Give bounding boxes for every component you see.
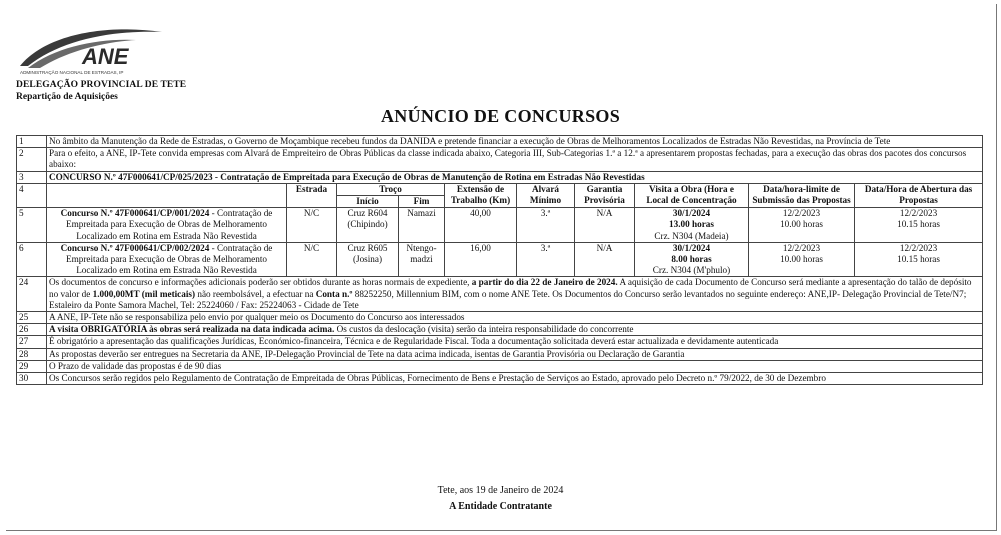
table-row: [17, 312, 983, 324]
row-text: As propostas deverão ser entregues na Secretaria da ANE, IP-Delegação Provincial de Tete na data acima indicada, isentas de Garantia Provisória ou Declaração de Garantia: [47, 348, 983, 360]
row-number: 6: [17, 242, 47, 277]
cell-estrada: N/C: [287, 208, 337, 243]
col-troco: Troço: [337, 183, 445, 195]
abertura-hour: 10.15 horas: [897, 219, 940, 230]
row-number: 28: [17, 348, 47, 360]
contest-name: Concurso N.º 47F000641/CP/002/2024: [60, 242, 210, 253]
abertura-date: 12/2/2023: [899, 208, 938, 219]
text-fragment-bold: A visita OBRIGATÓRIA às obras será realizada na data indicada acima.: [49, 324, 335, 335]
contest-row: [17, 208, 983, 243]
row-text: No âmbito da Manutenção da Rede de Estradas, o Governo de Moçambique recebeu fundos da DANIDA e pretende financiar a execução de Obras de Melhoramentos Localizados de Estradas Não Revestidas, na Província de Tete: [47, 136, 983, 148]
col-abertura: Data/Hora de Abertura das Propostas: [855, 183, 983, 207]
cell-estrada: N/C: [287, 242, 337, 277]
row-text: Os Concursos serão regidos pelo Regulamento de Contratação de Empreitada de Obras Públicas, Fornecimento de Bens e Prestação de Serviços ao Estado, aprovado pelo Decreto n.º 79/2022, de 30 de Dezembro: [47, 373, 983, 385]
visita-place: Crz. N304 (Madeia): [654, 230, 729, 241]
contest-desc: - Contratação de Empreitada para Execução de Obras de Melhoramento Localizado em Rotina em Estrada Não Revestida: [65, 242, 273, 276]
cell-limite: [749, 242, 855, 277]
row-text: É obrigatório a apresentação das qualificações Jurídicas, Económico-financeira, Técnica e de Regularidade Fiscal. Toda a documentação solicitada deverá estar actualizada e devidamente autenticada: [47, 336, 983, 348]
cell-garantia: N/A: [575, 242, 635, 277]
footer-date: Tete, aos 19 de Janeiro de 2024: [437, 485, 564, 496]
row-number: 1: [17, 136, 47, 148]
text-fragment-bold: Conta n.º: [315, 288, 353, 299]
cell-fim: Ntengo-madzi: [399, 242, 445, 277]
text-fragment: não reembolsável, a efectuar na: [195, 288, 316, 299]
cell-inicio: Cruz R604 (Chipindo): [337, 208, 399, 243]
text-fragment-bold: 1.000,00MT (mil meticais): [92, 288, 196, 299]
table-row: [17, 136, 983, 148]
row-number: 30: [17, 373, 47, 385]
text-fragment-bold: a partir do dia 22 de Janeiro de 2024.: [471, 277, 618, 288]
text-fragment: A aquisição de cada Documento de Concurso será mediante a apresentação do talão de depósito no valor de: [49, 277, 972, 299]
cell-extensao: 40,00: [445, 208, 517, 243]
abertura-hour: 10.15 horas: [897, 254, 940, 265]
cell-garantia: N/A: [575, 208, 635, 243]
col-garantia: Garantia Provisória: [575, 183, 635, 207]
cell-visita: [635, 208, 749, 243]
row-number: 24: [17, 277, 47, 312]
limite-hour: 10.00 horas: [780, 219, 823, 230]
page-title: ANÚNCIO DE CONCURSOS: [380, 106, 621, 126]
row-text: A ANE, IP-Tete não se responsabiliza pelo envio por qualquer meio os Documento do Concurso aos interessados: [47, 312, 983, 324]
contest-desc: - Contratação de Empreitada para Execução de Obras de Melhoramento Localizado em Rotina em Estrada Não Revestida: [65, 208, 273, 241]
col-limite: Data/hora-limite de Submissão das Propostas: [749, 183, 855, 207]
table-row: [17, 324, 983, 336]
col-fim: Fim: [399, 196, 445, 208]
col-extensao: Extensão de Trabalho (Km): [445, 183, 517, 207]
text-fragment: Os documentos de concurso e informações adicionais poderão ser obtidos durante as horas normais de expediente,: [49, 277, 472, 288]
limite-date: 12/2/2023: [782, 242, 821, 253]
text-fragment: 88252250, Millennium BIM, com o nome ANE Tete. Os Documentos do Concurso serão levantados no seguinte endereço: ANE,IP- Delegação Provincial de Tete/N7; Estaleiro da Ponte Samora Machel, Tel: 25224060 / Fax: 25224063 - Cidade de Tete: [49, 288, 967, 310]
col-inicio: Início: [337, 196, 399, 208]
table-row: [17, 348, 983, 360]
contest-description: [47, 242, 287, 277]
row-text: Para o efeito, a ANE, IP-Tete convida empresas com Alvará de Empreiteiro de Obras Públicas da classe indicada abaixo, Categoria III, Sub-Categorias 1.ª a 12.ª a apresentarem propostas fechadas, para a execução das obras dos pacotes dos concursos abaixo:: [47, 148, 983, 171]
row-number: 5: [17, 208, 47, 243]
table-row: [17, 336, 983, 348]
row-text: O Prazo de validade das propostas é de 90 dias: [47, 360, 983, 372]
text-fragment: Os custos da deslocação (visita) serão da inteira responsabilidade do concorrente: [334, 324, 634, 335]
table-row: [17, 171, 983, 183]
cell-alvara: 3.ª: [517, 242, 575, 277]
row-number: 4: [17, 183, 47, 207]
contest-row: [17, 242, 983, 277]
footer-entity: A Entidade Contratante: [449, 501, 552, 512]
cell-abertura: [855, 208, 983, 243]
row-text: [47, 277, 983, 312]
row-number: 25: [17, 312, 47, 324]
visita-hour: 8.00 horas: [671, 254, 712, 265]
cell-alvara: 3.ª: [517, 208, 575, 243]
limite-date: 12/2/2023: [782, 208, 821, 219]
department-name: Repartição de Aquisições: [16, 92, 118, 102]
table-header-row: [17, 183, 983, 195]
row-text: [47, 324, 983, 336]
cell-limite: [749, 208, 855, 243]
col-alvara: Alvará Mínimo: [517, 183, 575, 207]
row-number: 27: [17, 336, 47, 348]
table-row: [17, 360, 983, 372]
row-number: 29: [17, 360, 47, 372]
cell-extensao: 16,00: [445, 242, 517, 277]
abertura-date: 12/2/2023: [899, 242, 938, 253]
limite-hour: 10.00 horas: [780, 254, 823, 265]
col-estrada: Estrada: [287, 183, 337, 207]
logo-subtitle: ADMINISTRAÇÃO NACIONAL DE ESTRADAS, IP: [20, 70, 124, 75]
visita-hour: 13.00 horas: [669, 219, 714, 230]
visita-date: 30/1/2024: [672, 242, 711, 253]
visita-place: Crz. N304 (M'phulo): [652, 265, 731, 276]
col-visita: Visita a Obra (Hora e Local de Concentração: [635, 183, 749, 207]
row-number: 2: [17, 148, 47, 171]
contest-heading: CONCURSO N.º 47F000641/CP/025/2023 - Contratação de Empreitada para Execução de Obras de Manutenção de Rotina em Estradas Não Revestidas: [47, 171, 983, 183]
cell-inicio: Cruz R605 (Josina): [337, 242, 399, 277]
visita-date: 30/1/2024: [672, 208, 711, 219]
ane-logo: [16, 24, 166, 76]
delegation-name: DELEGAÇÃO PROVINCIAL DE TETE: [16, 80, 187, 90]
cell-visita: [635, 242, 749, 277]
cell-abertura: [855, 242, 983, 277]
table-row: [17, 148, 983, 171]
logo-text: ANE: [82, 44, 129, 69]
row-number: 26: [17, 324, 47, 336]
contest-description: [47, 208, 287, 243]
cell-fim: Namazi: [399, 208, 445, 243]
table-row: [17, 373, 983, 385]
contest-name: Concurso N.º 47F000641/CP/001/2024: [60, 208, 210, 219]
row-number: 3: [17, 171, 47, 183]
announcement-table: [16, 135, 983, 385]
table-row: [17, 277, 983, 312]
